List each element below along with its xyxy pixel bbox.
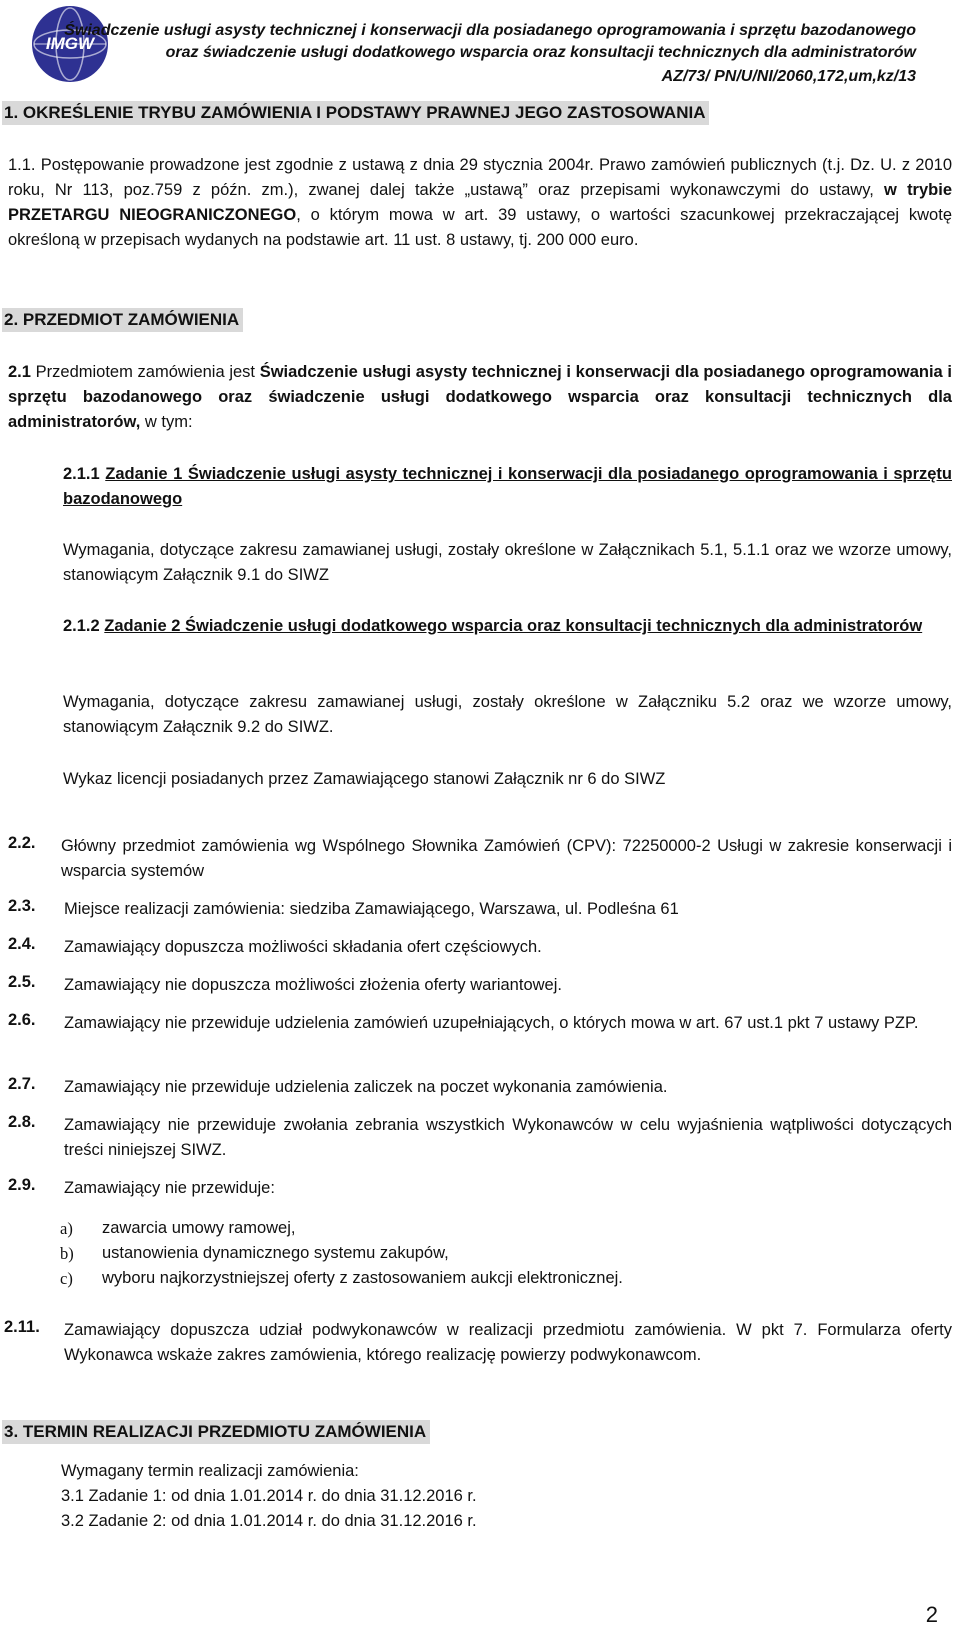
sub-letter: a) bbox=[60, 1219, 73, 1238]
item-text: Zamawiający dopuszcza udział podwykonawców w realizacji przedmiotu zamówienia. W pkt 7. Formularza oferty Wykonawca wskaże zakres zamówienia, którego realizację powierzy podwykonawcom. bbox=[64, 1321, 952, 1364]
paragraph-2-1-2-body: Wymagania, dotyczące zakresu zamawianej usługi, zostały określone w Załączniku 5.2 oraz we wzorze umowy, stanowiącym Załącznik 9.2 do SIWZ. bbox=[63, 693, 952, 736]
item-text: Główny przedmiot zamówienia wg Wspólnego Słownika Zamówień (CPV): 72250000-2 Usługi w zakresie konserwacji i wsparcia systemów bbox=[61, 837, 952, 880]
paragraph-2-1-1-title bbox=[63, 462, 952, 512]
paragraph-number: 2.1.2 bbox=[63, 617, 100, 635]
page-number: 2 bbox=[925, 1602, 938, 1627]
paragraph-text: w tym: bbox=[140, 413, 193, 431]
item-number: 2.8. bbox=[8, 1113, 36, 1131]
item-number: 2.2. bbox=[8, 834, 36, 852]
task2-title: Zadanie 2 Świadczenie usługi dodatkowego wsparcia oraz konsultacji technicznych dla administratorów bbox=[104, 617, 923, 635]
paragraph-1-1 bbox=[8, 153, 952, 253]
term-task2: 3.2 Zadanie 2: od dnia 1.01.2014 r. do dnia 31.12.2016 r. bbox=[61, 1512, 477, 1530]
item-number: 2.7. bbox=[8, 1075, 36, 1093]
item-number: 2.4. bbox=[8, 935, 36, 953]
paragraph-number: 2.1.1 bbox=[63, 465, 100, 483]
term-intro: Wymagany termin realizacji zamówienia: bbox=[61, 1462, 359, 1480]
procedure-type: w trybie PRZETARGU NIEOGRANICZONEGO bbox=[8, 181, 952, 224]
sub-letter: b) bbox=[60, 1244, 74, 1263]
section2-heading: 2. PRZEDMIOT ZAMÓWIENIA bbox=[2, 308, 243, 332]
sub-text: zawarcia umowy ramowej, bbox=[102, 1219, 296, 1237]
svg-text:IMGW: IMGW bbox=[45, 34, 95, 53]
item-text: Zamawiający nie przewiduje: bbox=[64, 1179, 275, 1197]
sub-text: wyboru najkorzystniejszej oferty z zastosowaniem aukcji elektronicznej. bbox=[102, 1269, 623, 1287]
item-number: 2.9. bbox=[8, 1176, 36, 1194]
sub-text: ustanowienia dynamicznego systemu zakupów, bbox=[102, 1244, 449, 1262]
paragraph-2-1-2-title bbox=[63, 614, 952, 639]
task1-title: Zadanie 1 Świadczenie usługi asysty technicznej i konserwacji dla posiadanego oprogramowania i sprzętu bazodanowego bbox=[63, 465, 952, 508]
item-number: 2.3. bbox=[8, 897, 36, 915]
paragraph-number: 2.1 bbox=[8, 363, 31, 381]
item-number: 2.6. bbox=[8, 1011, 36, 1029]
paragraph-number: 1.1. bbox=[8, 156, 36, 174]
paragraph-text: , o którym mowa w art. 39 ustawy, o wartości szacunkowej przekraczającej kwotę określoną w przepisach wydanych na podstawie art. 11 ust. 8 ustawy, tj. 200 000 euro. bbox=[8, 206, 952, 249]
header-title-line2: oraz świadczenie usługi dodatkowego wsparcia oraz konsultacji technicznych dla administratorów bbox=[165, 44, 916, 61]
item-text: Zamawiający nie przewiduje zwołania zebrania wszystkich Wykonawców w celu wyjaśnienia wątpliwości dotyczących treści niniejszej SIWZ. bbox=[64, 1116, 952, 1159]
item-number: 2.5. bbox=[8, 973, 36, 991]
item-text: Zamawiający nie przewiduje udzielenia zamówień uzupełniających, o których mowa w art. 67 ust.1 pkt 7 ustawy PZP. bbox=[64, 1014, 919, 1032]
item-text: Miejsce realizacji zamówienia: siedziba Zamawiającego, Warszawa, ul. Podleśna 61 bbox=[64, 900, 679, 918]
section1-heading: 1. OKREŚLENIE TRYBU ZAMÓWIENIA I PODSTAWY PRAWNEJ JEGO ZASTOSOWANIA bbox=[2, 101, 709, 125]
imgw-logo bbox=[30, 4, 110, 84]
term-task1: 3.1 Zadanie 1: od dnia 1.01.2014 r. do dnia 31.12.2016 r. bbox=[61, 1487, 477, 1505]
paragraph-2-1 bbox=[8, 360, 952, 435]
sub-letter: c) bbox=[60, 1269, 73, 1288]
paragraph-text: Przedmiotem zamówienia jest bbox=[35, 363, 260, 381]
licences-note: Wykaz licencji posiadanych przez Zamawiającego stanowi Załącznik nr 6 do SIWZ bbox=[63, 770, 666, 788]
item-text: Zamawiający dopuszcza możliwości składania ofert częściowych. bbox=[64, 938, 542, 956]
paragraph-2-1-1-body: Wymagania, dotyczące zakresu zamawianej usługi, zostały określone w Załącznikach 5.1, 5.1.1 oraz we wzorze umowy, stanowiącym Załącznik 9.1 do SIWZ bbox=[63, 541, 952, 584]
item-text: Zamawiający nie dopuszcza możliwości złożenia oferty wariantowej. bbox=[64, 976, 562, 994]
subject-title: Świadczenie usługi asysty technicznej i konserwacji dla posiadanego oprogramowania i sprzętu bazodanowego oraz świadczenie usługi dodatkowego wsparcia oraz konsultacji technicznych dla administratorów, bbox=[8, 363, 952, 431]
section3-heading: 3. TERMIN REALIZACJI PRZEDMIOTU ZAMÓWIENIA bbox=[2, 1420, 430, 1444]
paragraph-text: Postępowanie prowadzone jest zgodnie z ustawą z dnia 29 stycznia 2004r. Prawo zamówień publicznych (t.j. Dz. U. z 2010 roku, Nr 113, poz.759 z późn. zm.), zwanej dalej także „ustawą” oraz przepisami wykonawczymi do ustawy, bbox=[8, 156, 953, 199]
header-reference: AZ/73/ PN/U/NI/2060,172,um,kz/13 bbox=[661, 68, 916, 85]
header-title-line1: Świadczenie usługi asysty technicznej i konserwacji dla posiadanego oprogramowania i sprzętu bazodanowego bbox=[64, 22, 916, 39]
item-number: 2.11. bbox=[4, 1318, 40, 1336]
item-text: Zamawiający nie przewiduje udzielenia zaliczek na poczet wykonania zamówienia. bbox=[64, 1078, 668, 1096]
